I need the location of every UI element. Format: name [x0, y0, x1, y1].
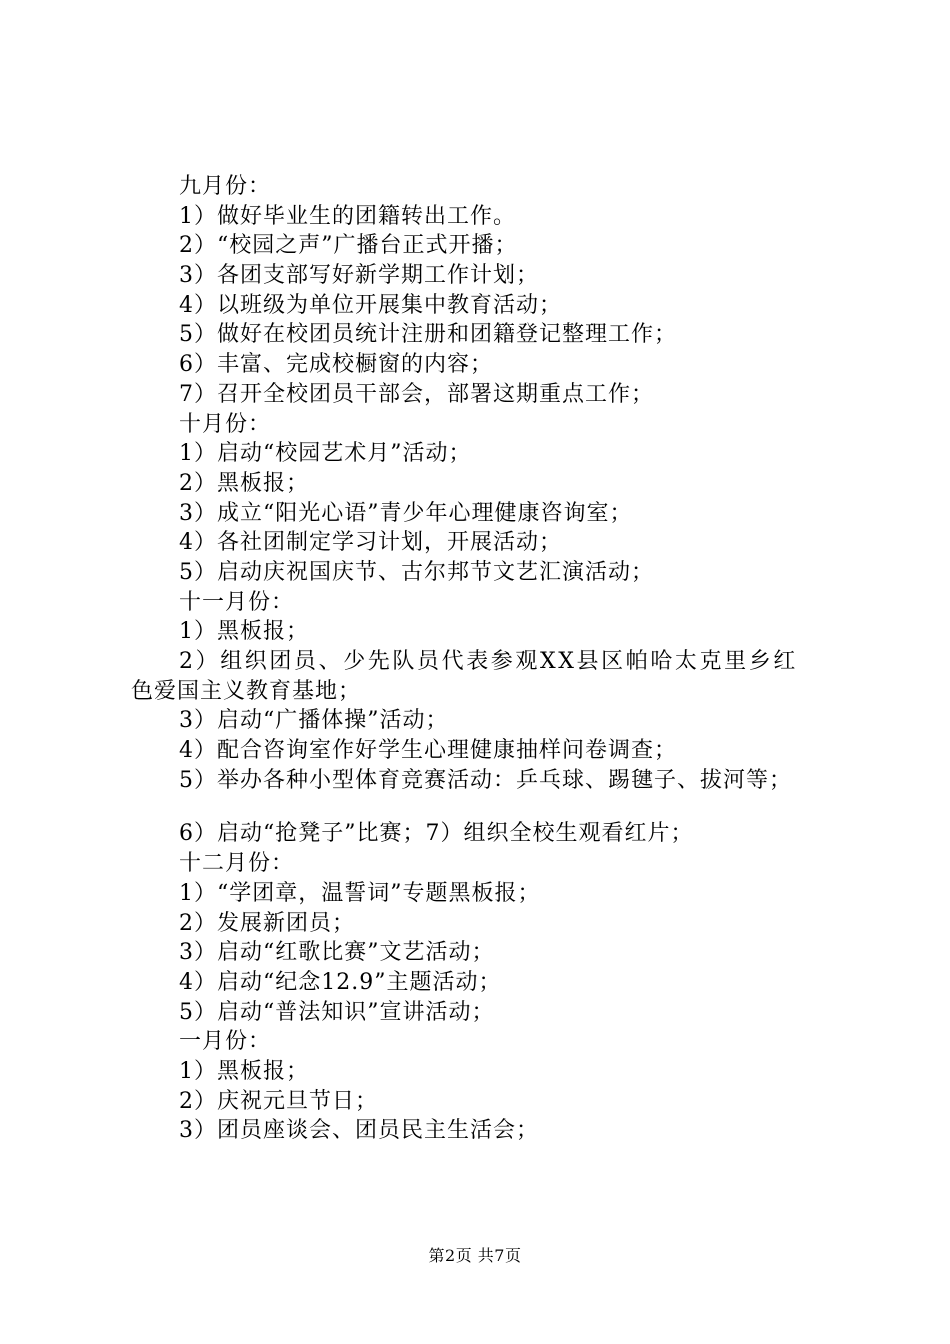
text-line-wrapped-first: 2）组织团员、少先队员代表参观XX县区帕哈太克里乡红	[179, 649, 798, 674]
text-line: 一月份：	[179, 1029, 272, 1055]
text-line: 6）启动“抢凳子”比赛；7）组织全校生观看红片；	[179, 821, 694, 847]
text-line: 5）启动庆祝国庆节、古尔邦节文艺汇演活动；	[179, 559, 654, 585]
text-line: 5）启动“普法知识”宣讲活动；	[179, 999, 495, 1025]
blank-line	[131, 795, 851, 819]
text-line: 2）发展新团员；	[179, 910, 355, 936]
text-line: 4）各社团制定学习计划，开展活动；	[179, 530, 562, 556]
text-line: 3）启动“广播体操”活动；	[179, 708, 449, 734]
text-line: 十一月份：	[179, 589, 295, 615]
text-line: 1）“学团章，温誓词”专题黑板报；	[179, 880, 541, 906]
text-line: 1）做好毕业生的团籍转出工作。	[179, 203, 516, 229]
text-line: 1）黑板报；	[179, 619, 309, 645]
text-line: 5）做好在校团员统计注册和团籍登记整理工作；	[179, 322, 677, 348]
text-line: 5）举办各种小型体育竞赛活动：乒乓球、踢毽子、拔河等；	[179, 767, 792, 793]
text-line: 2）庆祝元旦节日；	[179, 1088, 378, 1114]
text-line: 3）各团支部写好新学期工作计划；	[179, 263, 539, 289]
text-line: 4）以班级为单位开展集中教育活动；	[179, 292, 562, 318]
page-footer: 第2页 共7页	[428, 1246, 522, 1265]
text-line: 4）配合咨询室作好学生心理健康抽样问卷调查；	[179, 738, 677, 764]
text-line: 1）黑板报；	[179, 1058, 309, 1084]
text-line: 九月份：	[179, 174, 272, 199]
document-body	[131, 172, 851, 1146]
text-line: 3）启动“红歌比赛”文艺活动；	[179, 940, 495, 966]
text-line: 6）丰富、完成校橱窗的内容；	[179, 352, 493, 378]
text-line-wrapped-second: 色爱国主义教育基地；	[131, 678, 362, 704]
text-line: 3）成立“阳光心语”青少年心理健康咨询室；	[179, 500, 633, 526]
text-line: 十二月份：	[179, 851, 295, 877]
text-line: 2）黑板报；	[179, 470, 309, 496]
text-line: 1）启动“校园艺术月”活动；	[179, 441, 472, 467]
text-line: 3）团员座谈会、团员民主生活会；	[179, 1118, 539, 1144]
text-line: 十月份：	[179, 411, 272, 437]
text-line: 2）“校园之声”广播台正式开播；	[179, 233, 518, 259]
text-line: 7）召开全校团员干部会，部署这期重点工作；	[179, 381, 654, 407]
text-line: 4）启动“纪念12.9”主题活动；	[179, 969, 502, 995]
